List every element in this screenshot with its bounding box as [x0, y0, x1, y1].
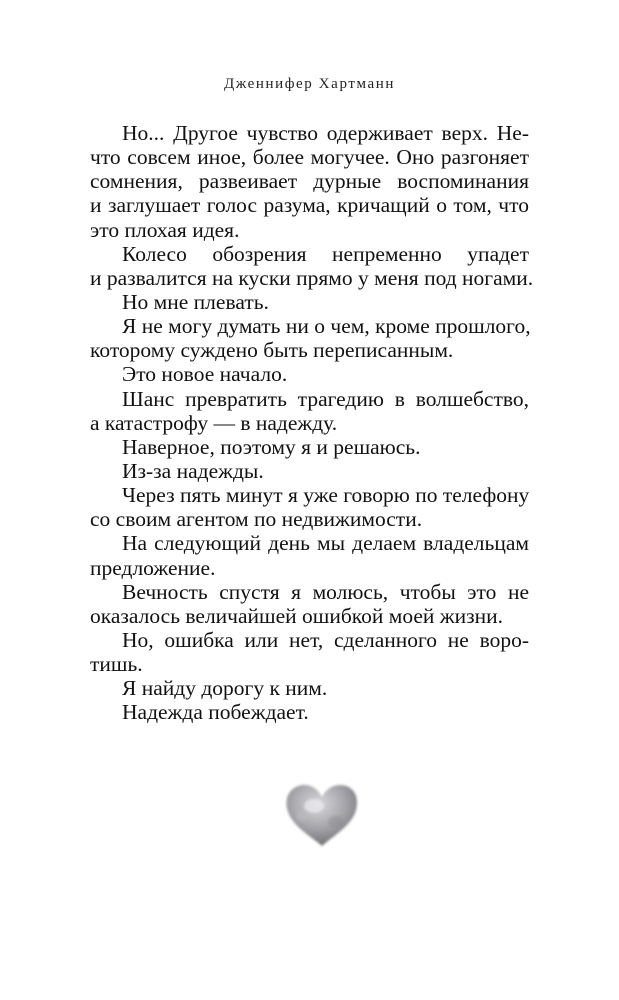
text-line: Но мне плевать. — [122, 289, 269, 314]
text-line: а катастрофу — в надежду. — [90, 410, 338, 435]
text-line: что совсем иное, более могучее. Оно разгоняет — [90, 145, 529, 170]
text-line: Наверное, поэтому я и решаюсь. — [122, 434, 421, 459]
text-line: Я не могу думать ни о чем, кроме прошлого, — [122, 314, 531, 339]
text-line: оказалось величайшей ошибкой моей жизни. — [90, 603, 504, 628]
text-line: и заглушает голос разума, кричащий о том, что — [90, 193, 529, 218]
text-line: Из-за надежды. — [122, 458, 264, 483]
text-line: и развалится на куски прямо у меня под ногами. — [90, 265, 534, 290]
text-line: Но, ошибка или нет, сделанного не воро- — [122, 627, 529, 652]
text-line: Это новое начало. — [122, 362, 288, 387]
text-line: Шанс превратить трагедию в волшебство, — [122, 386, 529, 411]
text-line: Вечность спустя я молюсь, чтобы это не — [122, 579, 529, 604]
text-line: Я найду дорогу к ним. — [122, 676, 328, 701]
text-line: Надежда побеждает. — [122, 700, 309, 725]
text-line: предложение. — [90, 555, 216, 580]
text-line: сомнения, развеивает дурные воспоминания — [90, 169, 529, 194]
text-line: тишь. — [90, 652, 143, 677]
text-line: со своим агентом по недвижимости. — [90, 507, 423, 532]
body-text — [90, 121, 534, 725]
watercolor-heart-icon — [284, 782, 360, 848]
text-line: Через пять минут я уже говорю по телефону — [122, 483, 530, 508]
text-line: Но... Другое чувство одерживает верх. Не- — [122, 121, 529, 145]
running-head-author: Дженнифер Хартманн — [223, 76, 395, 92]
text-line: которому суждено быть переписанным. — [90, 338, 454, 363]
text-line: Колесо обозрения непременно упадет — [122, 241, 529, 266]
text-line: это плохая идея. — [90, 217, 240, 242]
text-line: На следующий день мы делаем владельцам — [122, 531, 529, 556]
